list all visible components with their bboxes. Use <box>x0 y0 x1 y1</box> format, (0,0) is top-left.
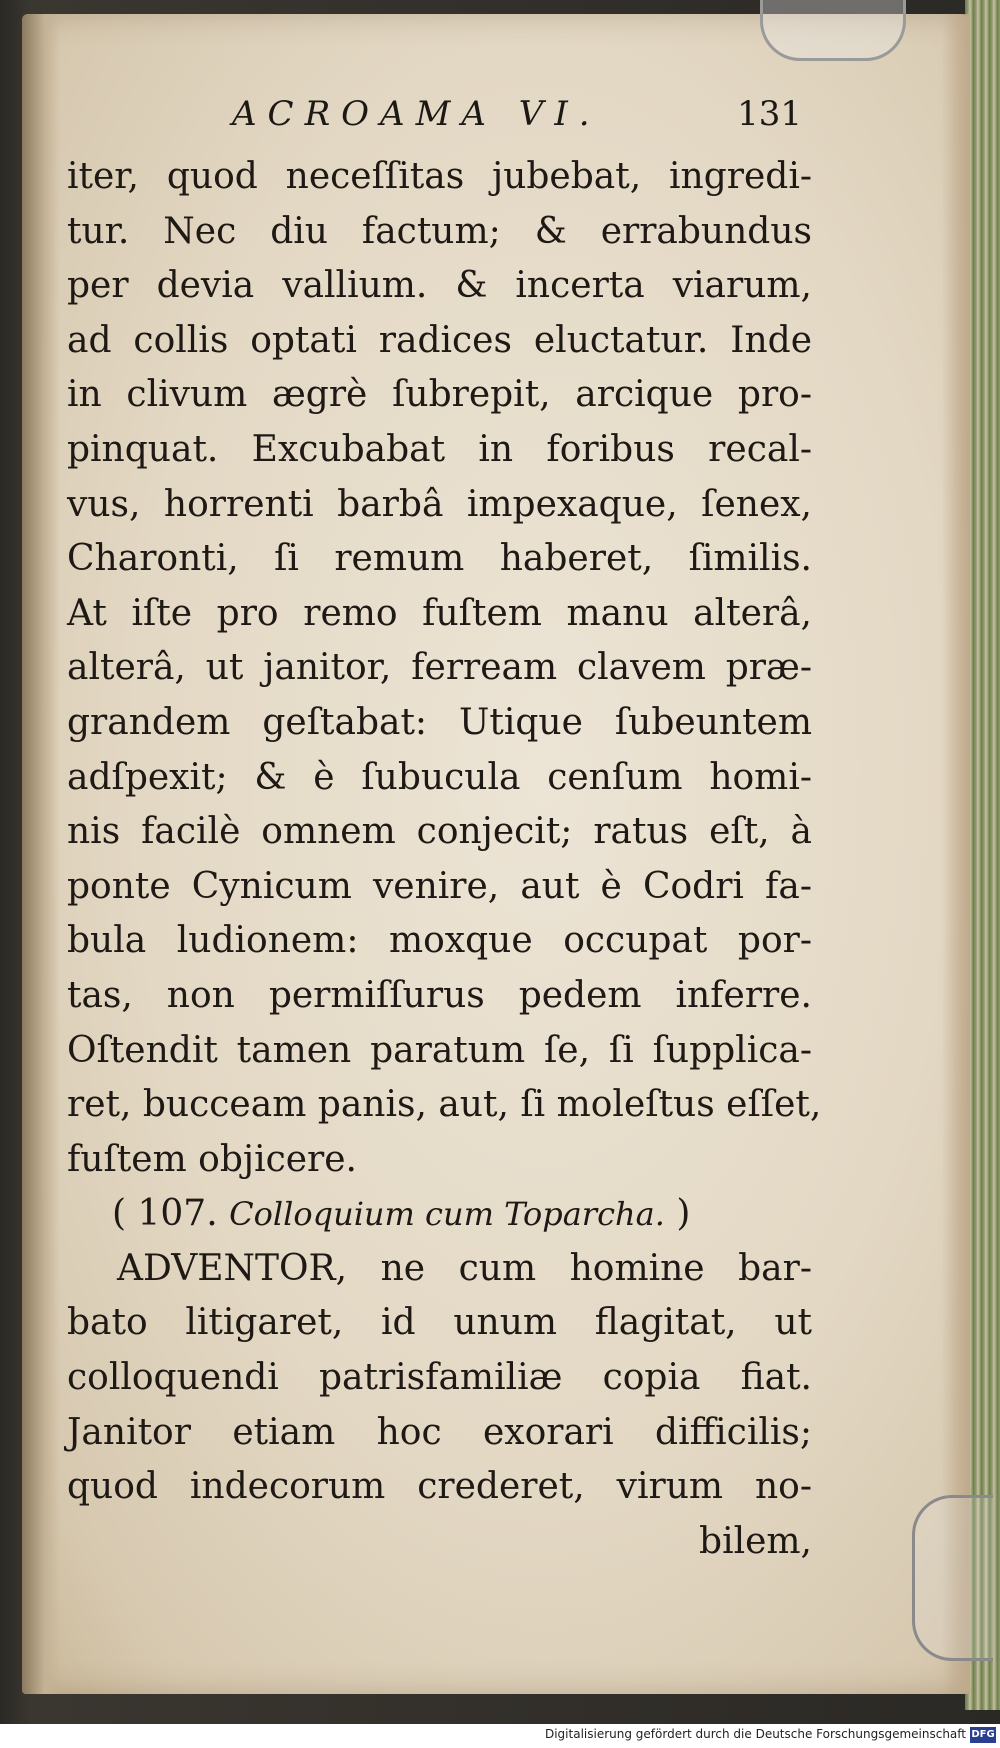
section-heading-close: ) <box>676 1193 691 1235</box>
paper-clip-top <box>760 0 906 61</box>
text-line: Oſtendit tamen paratum ſe, ſi ſupplica- <box>67 1029 812 1071</box>
text-line: quod indecorum crederet, virum no- <box>67 1466 812 1508</box>
text-line: At iſte pro remo fuſtem manu alterâ, <box>67 592 812 634</box>
text-line: ponte Cynicum venire, aut è Codri fa- <box>67 865 812 907</box>
text-line: in clivum ægrè ſubrepit, arcique pro- <box>67 374 812 416</box>
text-line: Janitor etiam hoc exorari difficilis; <box>67 1411 812 1453</box>
book-page-edges <box>965 0 1000 1710</box>
text-line: per devia vallium. & incerta viarum, <box>67 265 812 307</box>
text-line: nis facilè omnem conjecit; ratus eſt, à <box>67 811 812 853</box>
text-line: iter, quod neceſſitas jubebat, ingredi- <box>67 156 812 197</box>
text-line: pinquat. Excubabat in foribus recal- <box>67 428 812 470</box>
dfg-logo: DFG <box>970 1727 996 1743</box>
book-page <box>22 14 970 1694</box>
paper-clip-right <box>912 1495 993 1661</box>
section-heading <box>67 1187 812 1242</box>
funding-credit: Digitalisierung gefördert durch die Deutsche Forschungsgemeinschaft <box>544 1727 966 1741</box>
text-line: vus, horrenti barbâ impexaque, ſenex, <box>67 483 812 525</box>
text-line: tur. Nec diu factum; & errabundus <box>67 210 812 252</box>
text-line: Charonti, ſi remum haberet, ſimilis. <box>67 538 812 580</box>
text-line: ADVENTOR, ne cum homine bar- <box>117 1247 812 1289</box>
page-header <box>222 92 802 142</box>
text-line: bato litigaret, id unum flagitat, ut <box>67 1302 812 1344</box>
text-line: bula ludionem: moxque occupat por- <box>67 920 812 962</box>
text-line: grandem geſtabat: Utique ſubeuntem <box>67 701 812 743</box>
page-edge-stain <box>942 14 970 1694</box>
text-line: tas, non permiſſurus pedem inferre. <box>67 974 812 1016</box>
text-line: fuſtem objicere. <box>67 1138 358 1180</box>
text-line: colloquendi patrisfamiliæ copia fiat. <box>67 1357 812 1399</box>
catchword: bilem, <box>699 1520 812 1562</box>
running-title: ACROAMA VI. <box>232 94 601 134</box>
text-line: adſpexit; & è ſubucula cenſum homi- <box>67 756 812 798</box>
page-gutter-shadow <box>22 14 60 1694</box>
text-line: ret, bucceam panis, aut, ſi moleſtus eſſet, <box>67 1084 822 1126</box>
text-line: ad collis optati radices eluctatur. Inde <box>67 319 812 361</box>
page-number: 131 <box>737 94 802 134</box>
text-block <box>67 150 822 1569</box>
section-title: Colloquium cum Toparcha. <box>229 1195 665 1234</box>
text-line: alterâ, ut janitor, ferream clavem præ- <box>67 647 812 689</box>
section-number: ( 107. <box>112 1193 218 1235</box>
footer-bar <box>0 1724 1000 1748</box>
